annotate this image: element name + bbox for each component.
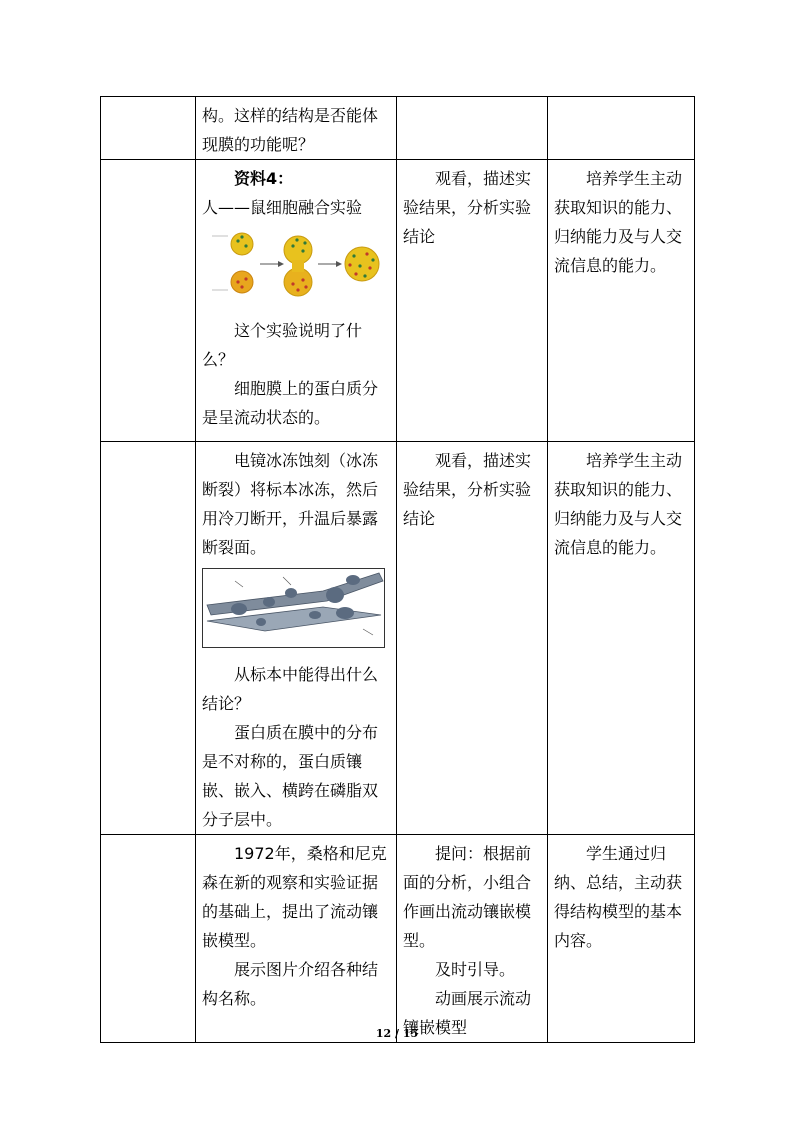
material-heading: 资料4： — [234, 169, 294, 188]
activity-cell — [397, 160, 548, 442]
lesson-plan-table — [100, 96, 695, 1043]
content-paragraph: 从标本中能得出什么结论？ — [202, 665, 379, 713]
table-row — [101, 442, 695, 835]
content-paragraph: 展示图片介绍各种结构名称。 — [202, 960, 379, 1008]
activity-paragraph: 动画展示流动镶嵌模型 — [403, 989, 532, 1037]
content-paragraph: 电镜冰冻蚀刻（冰冻断裂）将标本冰冻，然后用冷刀断开，升温后暴露断裂面。 — [202, 451, 379, 557]
table-row — [101, 160, 695, 442]
content-paragraph: 这个实验说明了什么？ — [202, 321, 363, 369]
stage-cell — [101, 442, 196, 835]
cell-fusion-diagram — [202, 224, 382, 310]
activity-paragraph: 提问：根据前面的分析，小组合作画出流动镶嵌模型。 — [403, 844, 532, 950]
content-cell — [196, 442, 397, 835]
stage-cell — [101, 97, 196, 160]
table-row — [101, 835, 695, 1043]
content-paragraph: 1972年，桑格和尼克森在新的观察和实验证据的基础上，提出了流动镶嵌模型。 — [202, 844, 387, 950]
page-number: 12 / 15 — [375, 1027, 419, 1040]
content-cell — [196, 97, 397, 160]
activity-cell — [397, 442, 548, 835]
activity-cell — [397, 835, 548, 1043]
intent-cell — [548, 160, 695, 442]
intent-cell — [548, 97, 695, 160]
table-row — [101, 97, 695, 160]
content-cell — [196, 835, 397, 1043]
activity-paragraph: 观看，描述实验结果，分析实验结论 — [403, 451, 532, 528]
experiment-title: 人——鼠细胞融合实验 — [202, 198, 363, 217]
activity-cell — [397, 97, 548, 160]
intent-paragraph: 培养学生主动获取知识的能力、归纳能力及与人交流信息的能力。 — [554, 169, 683, 275]
intent-paragraph: 学生通过归纳、总结，主动获得结构模型的基本内容。 — [554, 844, 683, 950]
content-paragraph: 蛋白质在膜中的分布是不对称的，蛋白质镶嵌、嵌入、横跨在磷脂双分子层中。 — [202, 723, 379, 829]
stage-cell — [101, 160, 196, 442]
stage-cell — [101, 835, 196, 1043]
content-paragraph: 构。这样的结构是否能体现膜的功能呢？ — [202, 106, 379, 154]
activity-paragraph: 观看，描述实验结果，分析实验结论 — [403, 169, 532, 246]
content-cell — [196, 160, 397, 442]
intent-cell — [548, 442, 695, 835]
freeze-fracture-diagram — [202, 568, 385, 648]
intent-cell — [548, 835, 695, 1043]
activity-paragraph: 及时引导。 — [435, 960, 516, 979]
content-paragraph: 细胞膜上的蛋白质分是呈流动状态的。 — [202, 379, 379, 427]
intent-paragraph: 培养学生主动获取知识的能力、归纳能力及与人交流信息的能力。 — [554, 451, 683, 557]
